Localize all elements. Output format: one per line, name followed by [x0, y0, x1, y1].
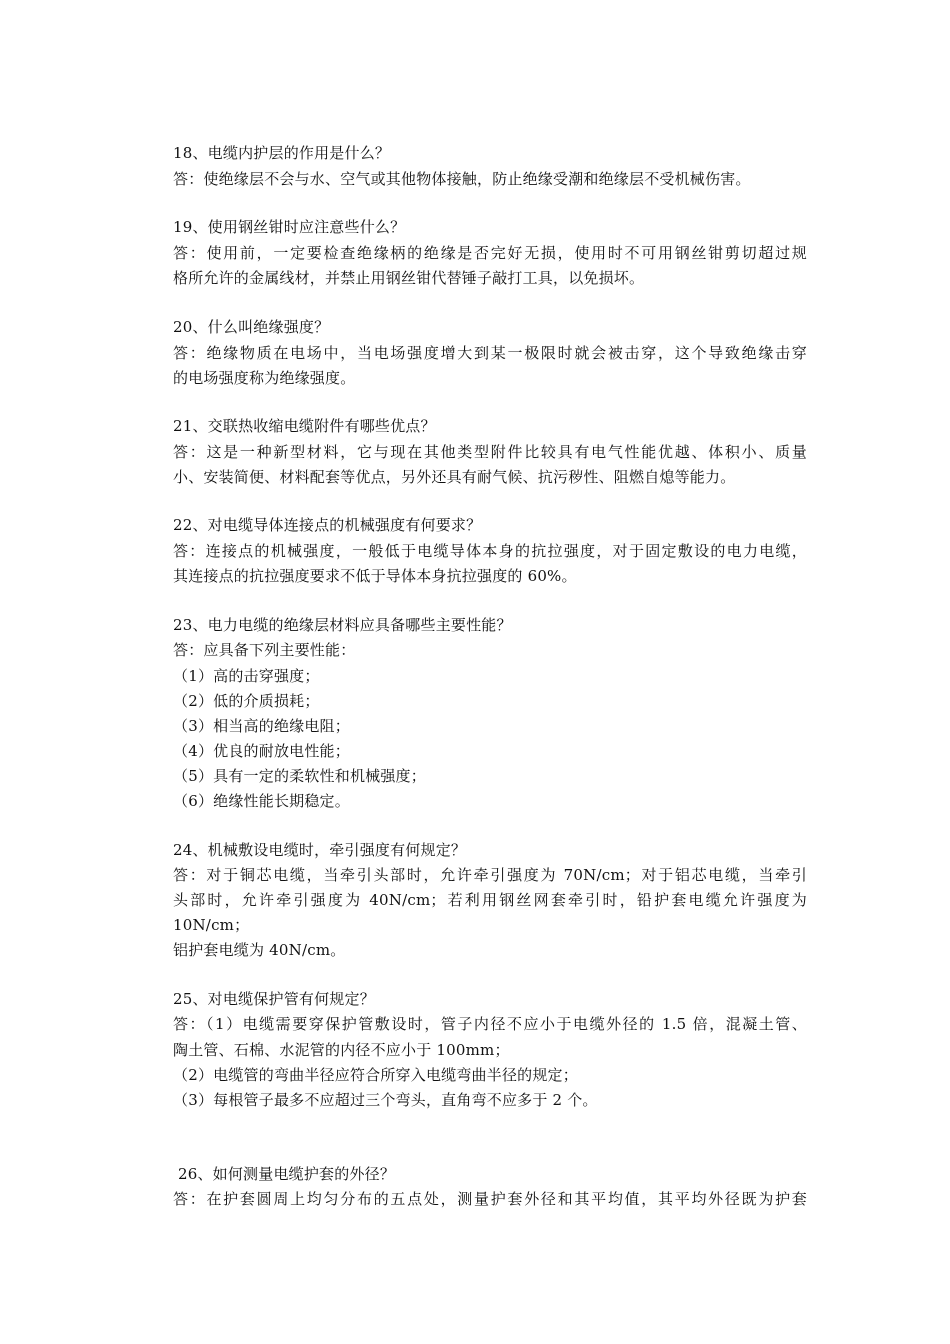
list-item: （2）低的介质损耗；	[173, 692, 320, 710]
answer-line: 小、安装简便、材料配套等优点，另外还具有耐气候、抗污秽性、阻燃自熄等能力。	[173, 468, 736, 486]
question-title: 23、电力电缆的绝缘层材料应具备哪些主要性能？	[173, 616, 512, 634]
question-title: 21、交联热收缩电缆附件有哪些优点？	[173, 417, 436, 435]
question-title: 22、对电缆导体连接点的机械强度有何要求？	[173, 516, 482, 534]
list-item: （4）优良的耐放电性能；	[173, 742, 350, 760]
list-item: （2）电缆管的弯曲半径应符合所穿入电缆弯曲半径的规定；	[173, 1066, 578, 1084]
list-item: （1）高的击穿强度；	[173, 667, 320, 685]
answer-line: 陶土管、石棉、水泥管的内径不应小于 100mm；	[173, 1041, 510, 1059]
answer-line: 答：对于铜芯电缆，当牵引头部时，允许牵引强度为 70N/cm；对于铝芯电缆，当牵引	[173, 866, 807, 884]
question-title: 18、电缆内护层的作用是什么？	[173, 144, 391, 162]
question-title: 24、机械敷设电缆时，牵引强度有何规定？	[173, 841, 467, 859]
answer-line: 头部时，允许牵引强度为 40N/cm；若利用钢丝网套牵引时，铅护套电缆允许强度为	[173, 891, 807, 909]
list-item: （5）具有一定的柔软性和机械强度；	[173, 767, 426, 785]
answer-line: 10N/cm；	[173, 916, 250, 934]
answer-line: 其连接点的抗拉强度要求不低于导体本身抗拉强度的 60%。	[173, 567, 577, 585]
answer-line: 答：连接点的机械强度，一般低于电缆导体本身的抗拉强度，对于固定敷设的电力电缆，	[173, 542, 807, 560]
answer-line: 答：使用前，一定要检查绝缘柄的绝缘是否完好无损，使用时不可用钢丝钳剪切超过规	[173, 244, 807, 262]
answer-line: 答：应具备下列主要性能：	[173, 641, 356, 659]
answer-line: 的电场强度称为绝缘强度。	[173, 369, 356, 387]
list-item: （3）相当高的绝缘电阻；	[173, 717, 350, 735]
answer-line: 答：（1）电缆需要穿保护管敷设时，管子内径不应小于电缆外径的 1.5 倍，混凝土管、	[173, 1015, 807, 1033]
question-title: 19、使用钢丝钳时应注意些什么？	[173, 218, 406, 236]
list-item: （3）每根管子最多不应超过三个弯头，直角弯不应多于 2 个。	[173, 1091, 598, 1109]
list-item: （6）绝缘性能长期稳定。	[173, 792, 350, 810]
answer-line: 答：使绝缘层不会与水、空气或其他物体接触，防止绝缘受潮和绝缘层不受机械伤害。	[173, 170, 751, 188]
answer-line: 答：这是一种新型材料，它与现在其他类型附件比较具有电气性能优越、体积小、质量	[173, 443, 807, 461]
answer-line: 答：绝缘物质在电场中，当电场强度增大到某一极限时就会被击穿，这个导致绝缘击穿	[173, 344, 807, 362]
answer-line: 答：在护套圆周上均匀分布的五点处，测量护套外径和其平均值，其平均外径既为护套	[173, 1190, 807, 1208]
question-title: 25、对电缆保护管有何规定？	[173, 990, 375, 1008]
answer-line: 格所允许的金属线材，并禁止用钢丝钳代替锤子敲打工具，以免损坏。	[173, 269, 645, 287]
answer-line: 铝护套电缆为 40N/cm。	[173, 941, 346, 959]
question-title: 20、什么叫绝缘强度？	[173, 318, 330, 336]
question-title: 26、如何测量电缆护套的外径？	[173, 1165, 396, 1183]
